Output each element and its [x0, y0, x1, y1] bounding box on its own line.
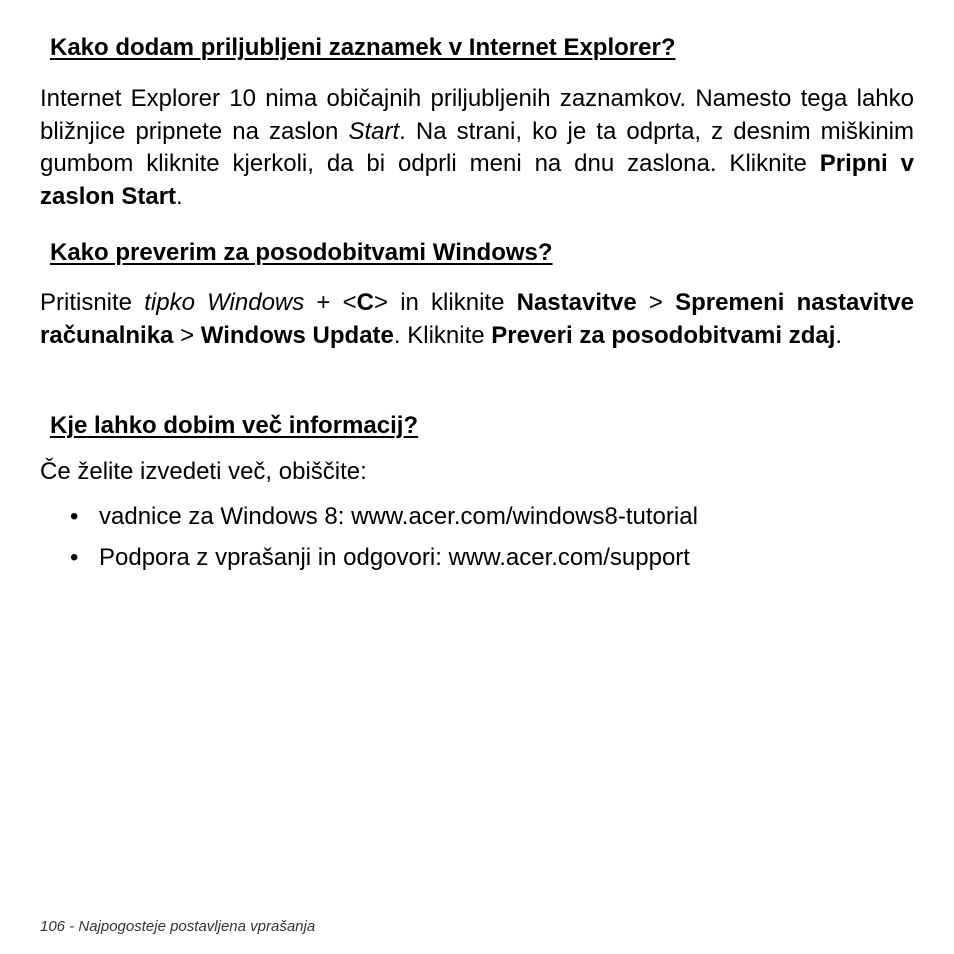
bold-run: Preveri za posodobitvami zdaj [491, 321, 836, 349]
paragraph-more-info: Če želite izvedeti več, obiščite: [40, 458, 367, 485]
bullet-icon: • [70, 544, 79, 571]
bullet-icon: • [70, 503, 79, 530]
heading-favorites: Kako dodam priljubljeni zaznamek v Internet Explorer? [50, 34, 676, 61]
italic-run: Start [348, 117, 400, 145]
text-run: . [176, 182, 183, 210]
text-run: Pritisnite [40, 289, 145, 316]
page-footer: 106 - Najpogosteje postavljena vprašanja [40, 918, 316, 935]
bold-run: Windows Update [200, 321, 394, 349]
list-item [40, 544, 914, 572]
paragraph-favorites [40, 83, 914, 213]
bold-run: Nastavitve [516, 289, 637, 316]
text-run: . [835, 321, 843, 349]
text-run: > [173, 321, 201, 349]
list-item [40, 503, 914, 531]
paragraph-windows-update [40, 287, 914, 352]
text-run: . Na strani, ko je ta odprta, z desnim miškinim gumbom kliknite kjerkoli, da bi odprli meni na dnu zaslona. Kliknite [40, 117, 915, 177]
list-item-text: vadnice za Windows 8: www.acer.com/windows8-tutorial [99, 503, 698, 530]
text-run: . Kliknite [393, 321, 492, 349]
bold-run: Pripni v zaslon Start [40, 150, 914, 210]
text-run: Internet Explorer 10 nima običajnih priljubljenih zaznamkov. Namesto tega lahko bližnjice pripnete na zaslon [40, 85, 914, 145]
italic-run: tipko Windows [144, 289, 305, 316]
bold-run: C [356, 289, 374, 316]
text-run: > in kliknite [374, 289, 517, 316]
text-run: > [636, 289, 676, 316]
heading-windows-update: Kako preverim za posodobitvami Windows? [50, 239, 553, 266]
bold-run: Spremeni nastavitve računalnika [40, 289, 915, 349]
text-run: + < [304, 289, 357, 316]
heading-more-info: Kje lahko dobim več informacij? [50, 412, 419, 439]
list-item-text: Podpora z vprašanji in odgovori: www.acer.com/support [99, 544, 690, 571]
link-list [40, 503, 914, 585]
